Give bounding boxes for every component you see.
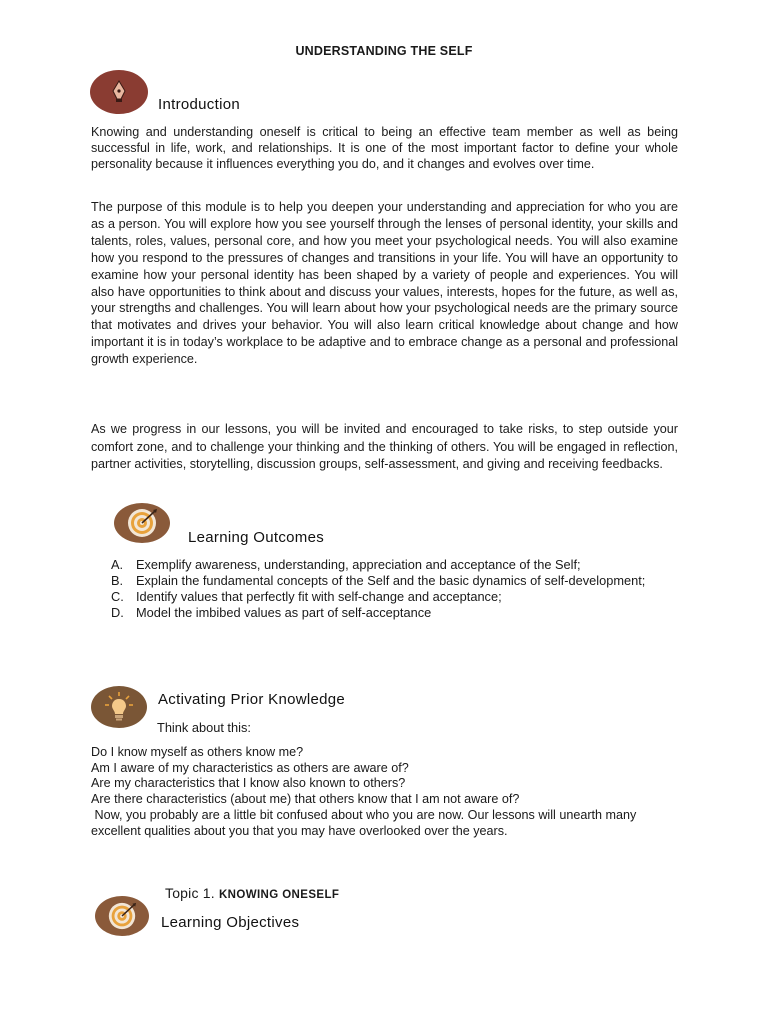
learning-objectives-heading: Learning Objectives xyxy=(161,914,300,931)
think-prompt: Think about this: xyxy=(157,720,251,735)
intro-paragraph-1: Knowing and understanding oneself is critical to being an effective team member as well as being successful in life, work, and relationships. It is one of the most important factor to define your whole personality because it influences everything you do, and it changes and evolves over time. xyxy=(91,125,678,171)
topic-title xyxy=(165,885,339,901)
target-icon xyxy=(114,503,170,543)
list-item: B. Explain the fundamental concepts of the Self and the basic dynamics of self-development; xyxy=(111,573,646,588)
list-item: Am I aware of my characteristics as others are aware of? xyxy=(91,760,409,775)
list-item: A. Exemplify awareness, understanding, appreciation and acceptance of the Self; xyxy=(111,557,581,572)
list-item: Do I know myself as others know me? xyxy=(91,745,304,759)
question-list xyxy=(91,745,691,807)
pen-nib-icon xyxy=(90,70,148,114)
topic-prefix: Topic 1. xyxy=(165,885,215,901)
target-icon xyxy=(95,896,149,936)
topic-name: KNOWING ONESELF xyxy=(218,889,340,901)
list-item: Are my characteristics that I know also known to others? xyxy=(91,776,406,791)
list-item: C. Identify values that perfectly fit with self-change and acceptance; xyxy=(111,589,502,604)
document-title: UNDERSTANDING THE SELF xyxy=(295,44,473,58)
prior-knowledge-heading: Activating Prior Knowledge xyxy=(158,691,346,708)
intro-paragraph-3: As we progress in our lessons, you will be invited and encouraged to take risks, to step outside your comfort zone, and to challenge your thinking and the thinking of others. You will be engaged in reflection, partner activities, storytelling, discussion groups, self-assessment, and giving and receiving feedbacks. xyxy=(91,422,678,472)
intro-paragraph-2: The purpose of this module is to help you deepen your understanding and appreciation for who you are as a person. You will explore how you see yourself through the lenses of personal identity, your skills and talents, roles, values, personal core, and how you meet your psychological needs. You will also examine how you respond to the pressures of changes and transitions in your life. You will have an opportunity to examine how your personal identity has been shaped by a variety of people and experiences. You will also have opportunities to think about and discuss your values, interests, hopes for the future, as well as, your strengths and challenges. You will learn about how your psychological needs are the primary source that motivates and drives your behavior. You will also learn critical knowledge about change and how important it is in today’s workplace to be adaptive and to embrace change as a personal and professional growth experience. xyxy=(91,200,678,367)
list-item: D. Model the imbibed values as part of self-acceptance xyxy=(111,605,432,620)
introduction-heading: Introduction xyxy=(158,96,240,113)
list-item: Are there characteristics (about me) that others know that I am not aware of? xyxy=(91,791,520,806)
closing-paragraph: Now, you probably are a little bit confused about who you are now. Our lessons will unearth many excellent qualities about you that you may have overlooked over the years. xyxy=(91,808,637,838)
learning-outcomes-list xyxy=(111,557,679,621)
lightbulb-icon xyxy=(91,686,147,728)
learning-outcomes-heading: Learning Outcomes xyxy=(188,529,325,546)
